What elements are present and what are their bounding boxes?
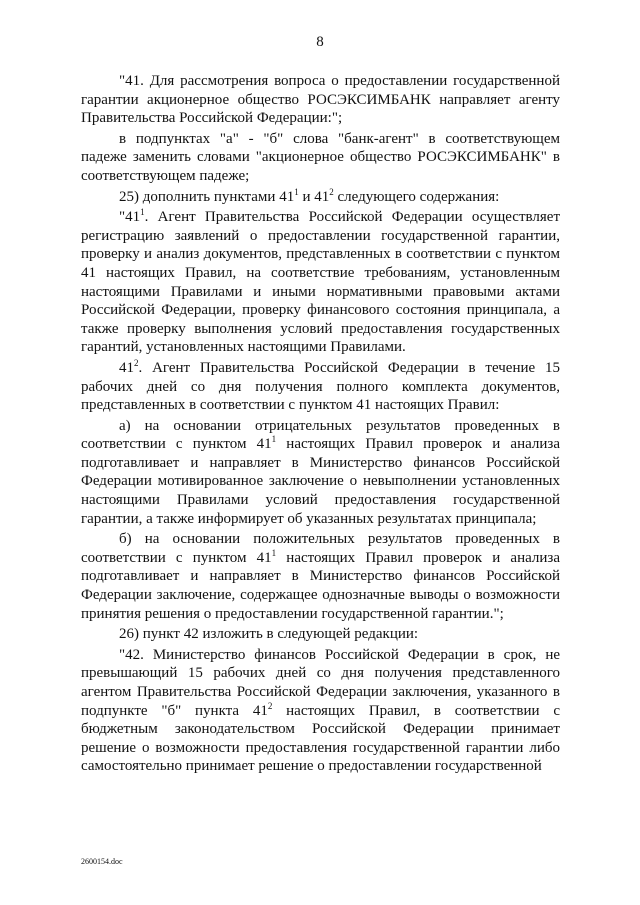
paragraph-clause-41-1: "$41^1$. Агент Правительства Российской Федерации осуществляет регистрацию заявлений о предоставлении государственной гарантии, проверку и анализ документов, представленных в соответствии с пунктом 41 настоящих Правил, на соответствие требованиям, установленным настоящими Правилами и иными нормативными правовыми актами Российской Федерации, проверку финансового состояния принципала, а также проверку выполнения условий предоставления государственных гарантий, установленных настоящими Правилами. [81,207,560,356]
document-body [81,72,560,776]
page-number: 8 [316,34,324,50]
paragraph-clause-41: "41. Для рассмотрения вопроса о предоставлении государственной гарантии акционерное общество РОСЭКСИМБАНК направляет агенту Правительства Российской Федерации:"; [81,73,560,127]
paragraph-subclause-b: б) на основании положительных результатов проведенных в соответствии с пунктом $41^1$ настоящих Правил проверок и анализа подготавливает и направляет в Министерство финансов Российской Федерации заключение, содержащее однозначные выводы о возможности принятия решения о предоставлении государственной гарантии."; [81,531,560,622]
paragraph-clause-42: "42. Министерство финансов Российской Федерации в срок, не превышающий 15 рабочих дней со дня получения представленного агентом Правительства Российской Федерации заключения, указанного в подпункте "б" пункта $41^2$ настоящих Правил, в соответствии с бюджетным законодательством Российской Федерации принимает решение о возможности предоставления государственной гарантии либо самостоятельно принимает решение о предоставлении государственной [81,646,560,775]
document-file-code: 2600154.doc [81,857,123,866]
paragraph-item-26: 26) пункт 42 изложить в следующей редакции: [119,626,419,643]
paragraph-clause-41-2: $41^2$. Агент Правительства Российской Федерации в течение 15 рабочих дней со дня получения полного комплекта документов, представленных в соответствии с пунктом 41 настоящих Правил: [81,357,560,414]
paragraph-item-25: 25) дополнить пунктами $41^1$ и $41^2$ следующего содержания: [119,186,500,205]
paragraph-subclauses-amendment: в подпунктах "а" - "б" слова "банк-агент" в соответствующем падеже заменить словами "акционерное общество РОСЭКСИМБАНК" в соответствующем падеже; [81,130,560,184]
paragraph-subclause-a: а) на основании отрицательных результатов проведенных в соответствии с пунктом $41^1$ настоящих Правил проверок и анализа подготавливает и направляет в Министерство финансов Российской Федерации мотивированное заключение о невыполнении установленных настоящими Правилами условий предоставления государственной гарантии, а также информирует об указанных результатах принципала; [81,417,560,527]
